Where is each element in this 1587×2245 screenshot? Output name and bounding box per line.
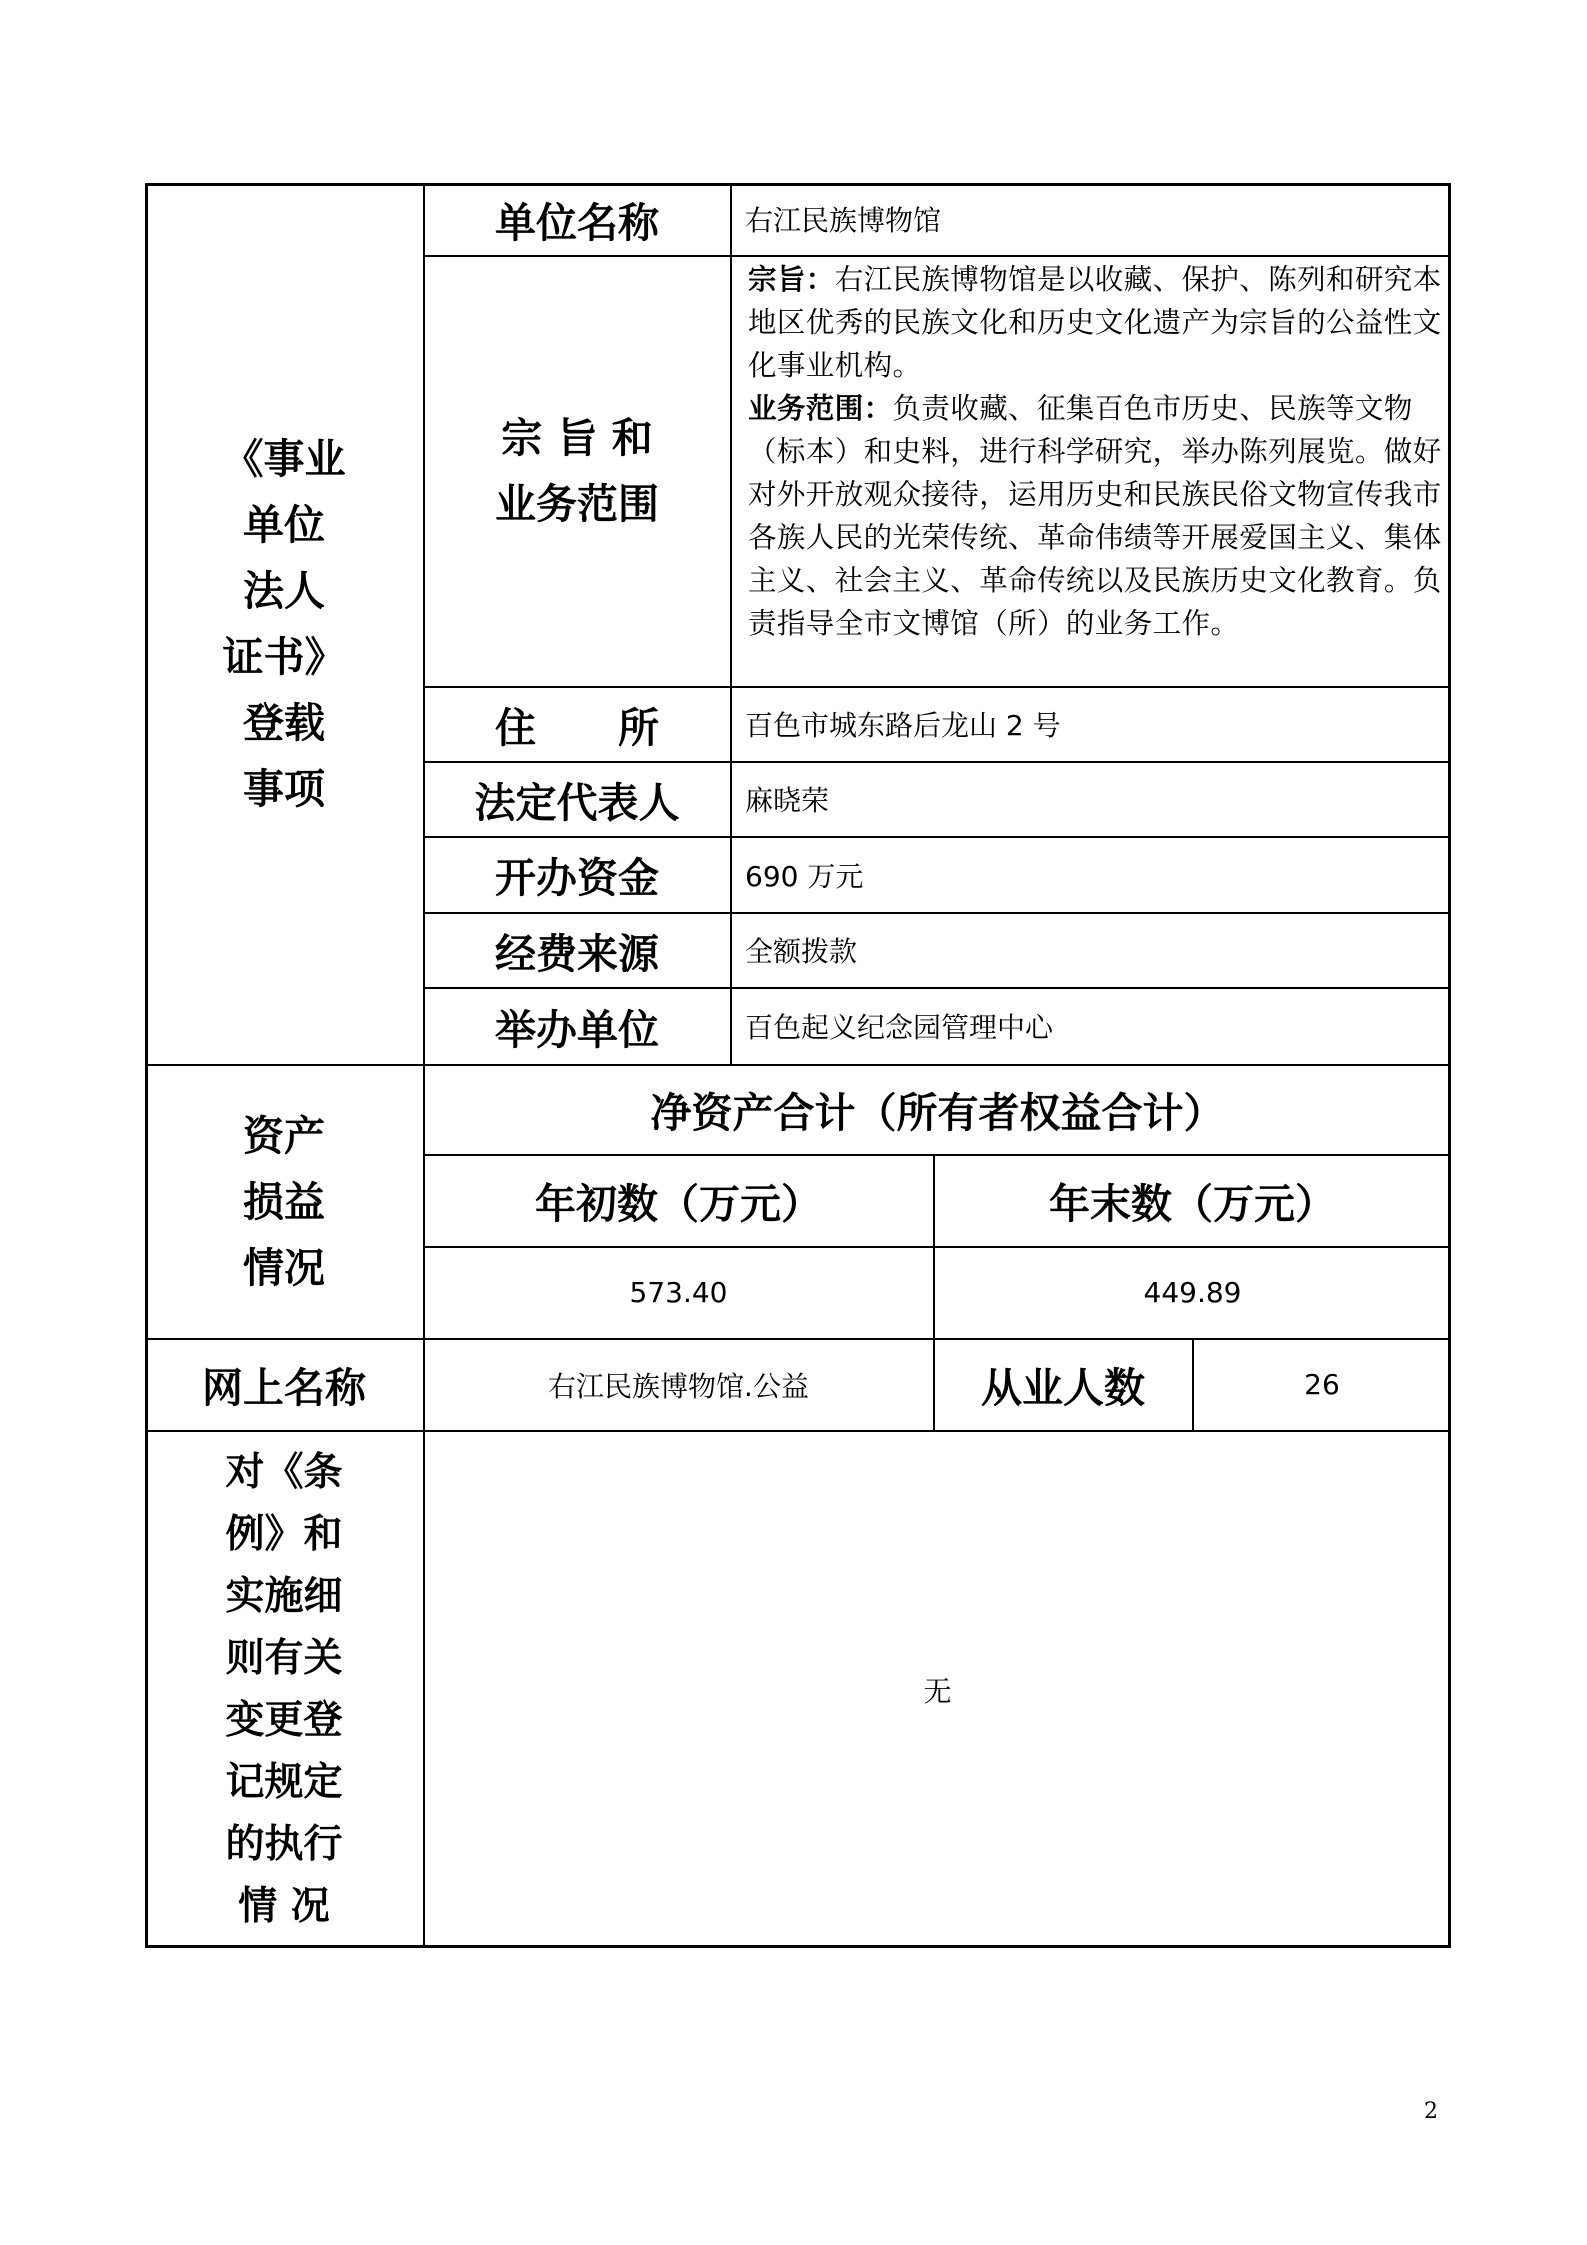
staff-count-value: 26 xyxy=(1304,1368,1340,1401)
side-title-line: 变更登 xyxy=(225,1697,343,1743)
side-title-line: 情 况 xyxy=(238,1883,330,1929)
online-name-label: 网上名称 xyxy=(202,1364,366,1412)
purpose-heading: 宗旨： xyxy=(748,263,835,296)
capital-label: 开办资金 xyxy=(495,854,659,902)
legal-rep-value: 麻晓荣 xyxy=(745,784,830,817)
end-year-label: 年末数（万元） xyxy=(1049,1180,1336,1228)
net-assets-header: 净资产合计（所有者权益合计） xyxy=(650,1089,1225,1137)
unit-name-label: 单位名称 xyxy=(495,198,659,247)
scope-heading: 业务范围： xyxy=(748,392,893,425)
side-title-line: 单位 xyxy=(243,500,325,549)
scope-text: 负责收藏、征集百色市历史、民族等文物（标本）和史料，进行科学研究，举办陈列展览。做好对外开放观众接待，运用历史和民族民俗文物宣传我市各族人民的光荣传统、革命伟绩等开展爱国主义、集体主义、社会主义、革命传统以及民族历史文化教育。负责指导全市文博馆（所）的业务工作。 xyxy=(748,392,1442,640)
side-title-line: 的执行 xyxy=(225,1821,343,1867)
address-label: 住 所 xyxy=(495,703,659,752)
purpose-label-line: 业务范围 xyxy=(495,480,659,528)
page-number: 2 xyxy=(1424,2099,1438,2124)
side-title-line: 事项 xyxy=(243,764,325,813)
side-title-line: 登载 xyxy=(243,698,325,747)
staff-count-label: 从业人数 xyxy=(981,1364,1145,1412)
compliance-section-title xyxy=(145,1431,423,1948)
side-title-line: 损益 xyxy=(243,1177,325,1226)
legal-rep-label: 法定代表人 xyxy=(474,778,680,827)
purpose-text: 右江民族博物馆是以收藏、保护、陈列和研究本地区优秀的民族文化和历史文化遗产为宗旨的公益性文化事业机构。 xyxy=(748,263,1442,382)
purpose-text-block xyxy=(748,258,1448,645)
side-title-line: 《事业 xyxy=(222,434,346,483)
side-title-line: 法人 xyxy=(243,566,325,615)
side-title-line: 实施细 xyxy=(225,1573,343,1619)
unit-name-value: 右江民族博物馆 xyxy=(745,204,942,237)
purpose-label xyxy=(424,256,730,686)
side-title-line: 情况 xyxy=(243,1243,325,1292)
online-name-value: 右江民族博物馆.公益 xyxy=(548,1369,809,1403)
side-title-line: 则有关 xyxy=(225,1635,343,1681)
address-value: 百色市城东路后龙山 2 号 xyxy=(745,709,1061,742)
funding-label: 经费来源 xyxy=(495,929,659,978)
assets-section-title xyxy=(145,1065,423,1338)
side-title-line: 资产 xyxy=(243,1111,325,1160)
capital-value: 690 万元 xyxy=(745,859,864,893)
compliance-value: 无 xyxy=(923,1674,952,1708)
funding-value: 全额拨款 xyxy=(745,935,858,968)
sponsor-label: 举办单位 xyxy=(495,1005,659,1054)
begin-year-value: 573.40 xyxy=(629,1276,728,1309)
registration-section-title xyxy=(145,183,423,1064)
side-title-line: 记规定 xyxy=(225,1759,343,1805)
side-title-line: 证书》 xyxy=(222,632,346,681)
purpose-label-line: 宗 旨 和 xyxy=(501,414,653,462)
end-year-value: 449.89 xyxy=(1143,1276,1242,1309)
side-title-line: 例》和 xyxy=(225,1511,343,1557)
begin-year-label: 年初数（万元） xyxy=(535,1180,822,1228)
side-title-line: 对《条 xyxy=(225,1449,343,1495)
sponsor-value: 百色起义纪念园管理中心 xyxy=(745,1011,1054,1044)
